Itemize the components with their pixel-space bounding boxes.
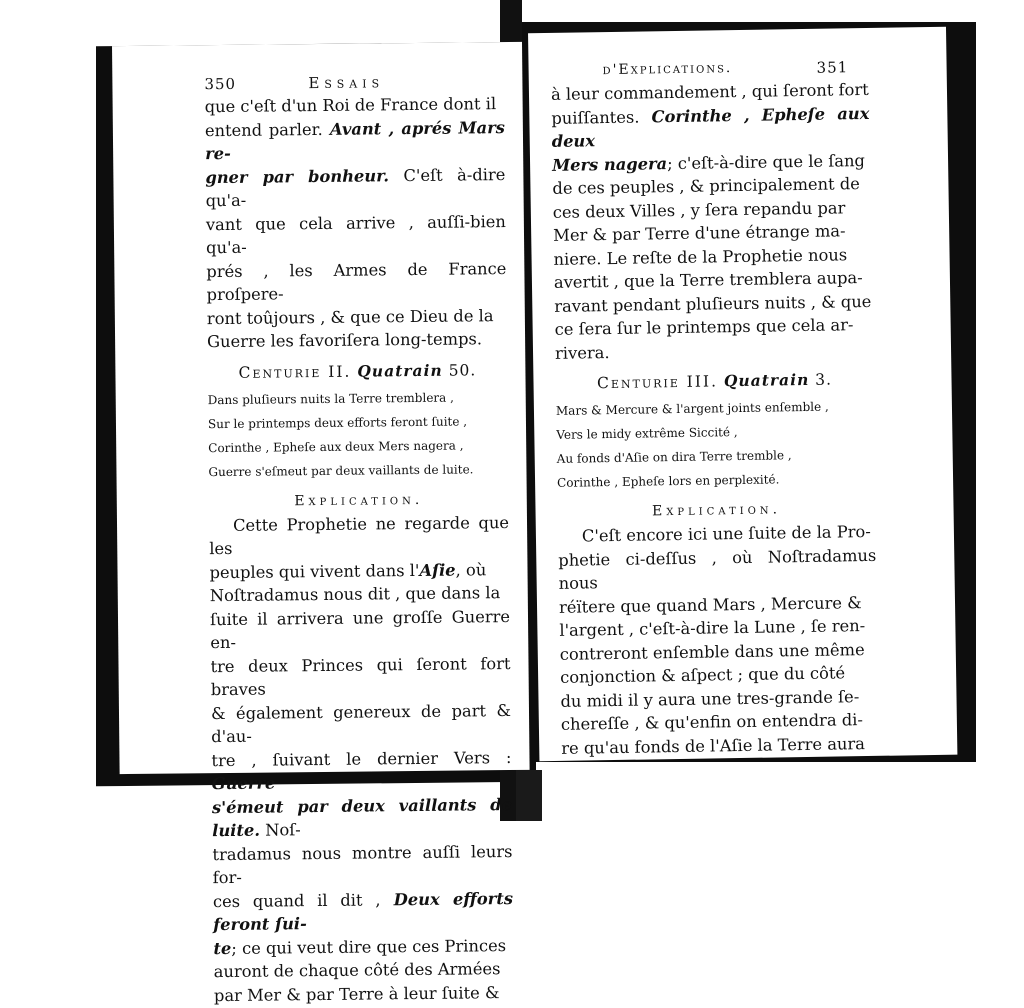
text-line: puiſſantes. Corinthe , Epheſe aux deux xyxy=(551,103,870,151)
right-running-head xyxy=(602,57,902,79)
text-line: réïtere que quand Mars , Mercure & xyxy=(558,592,862,617)
explication-heading: Explication. xyxy=(294,491,424,509)
text-line: tre deux Princes qui ſeront fort braves xyxy=(210,653,511,700)
page-number: 350 xyxy=(204,74,237,94)
running-title: d'Explications. xyxy=(602,60,733,79)
text-line: C'eſt encore ici une ſuite de la Pro- xyxy=(581,521,871,546)
quatrain-heading: Centurie II. Quatrain 50. xyxy=(238,360,477,382)
text-line: Mer & par Terre d'une étrange ma- xyxy=(553,221,846,245)
text-line: du midi il y aura une tres-grande ſe- xyxy=(560,686,860,711)
verse-line: Corinthe , Epheſe lors en perplexité. xyxy=(556,472,780,490)
page-number: 351 xyxy=(816,58,849,77)
text-line: gner par bonheur. C'eſt à-dire qu'a- xyxy=(205,164,506,211)
running-title: Essais xyxy=(308,73,385,93)
text-line: de ces peuples , & principalement de xyxy=(552,174,860,198)
verse-line: Vers le midy extrême Siccité , xyxy=(556,425,738,442)
verse-line: Dans pluſieurs nuits la Terre tremblera , xyxy=(207,390,454,407)
left-column xyxy=(205,92,515,1007)
text-line: peuples qui vivent dans l'Aſie, où xyxy=(209,559,487,582)
text-line: vant que cela arrive , auſſi-bien qu'a- xyxy=(205,211,506,258)
text-line: conjonction & aſpect ; que du côté xyxy=(559,663,846,687)
text-line: & également genereux de part & d'au- xyxy=(210,700,512,747)
text-line: ſuite il arrivera une groſſe Guerre en- xyxy=(209,606,511,653)
text-line: ces quand il dit , Deux efforts feront ſui- xyxy=(212,888,514,935)
text-line: s'émeut par deux vaillants de luite. Noſ- xyxy=(211,794,513,841)
right-column xyxy=(551,78,880,760)
book-spine-bottom xyxy=(516,770,542,821)
quatrain-verse xyxy=(556,394,875,495)
verse-line: Mars & Mercure & l'argent joints enſemble , xyxy=(555,399,829,418)
text-line: re qu'au fonds de l'Aſie la Terre aura xyxy=(561,733,866,758)
verse-line: Corinthe , Epheſe aux deux Mers nagera , xyxy=(208,437,464,455)
text-line: ravant pendant pluſieurs nuits , & que xyxy=(554,291,872,316)
text-line: Guerre les favoriſera long-temps. xyxy=(207,329,483,352)
text-line: ce ſera ſur le printemps que cela ar- xyxy=(554,315,854,339)
quatrain-verse xyxy=(208,385,509,484)
text-line: auront de chaque côté des Armées xyxy=(213,959,501,982)
text-line: Cette Prophetie ne regarde que les xyxy=(209,512,510,559)
text-line: contreront enſemble dans une même xyxy=(559,639,865,664)
text-line: ront toûjours , & que ce Dieu de la xyxy=(206,305,494,328)
text-line: rivera. xyxy=(554,342,610,363)
text-line: à leur commandement , qui ſeront fort xyxy=(550,79,869,104)
text-line: Noſtradamus nous dit , que dans la xyxy=(209,583,501,606)
left-page xyxy=(112,42,530,1005)
text-line: Mers nagera; c'eſt-à-dire que le ſang xyxy=(551,150,866,175)
text-line: par Mer & par Terre à leur ſuite & xyxy=(213,982,500,1005)
quatrain-heading: Centurie III. Quatrain 3. xyxy=(596,369,833,393)
text-line: niere. Le reſte de la Prophetie nous xyxy=(553,244,848,269)
text-line: tradamus nous montre auſſi leurs for- xyxy=(212,841,513,888)
left-running-head xyxy=(204,72,504,94)
text-line: chereſſe , & qu'enfin on entendra di- xyxy=(560,710,864,734)
text-line: tre , ſuivant le dernier Vers : Guerre xyxy=(211,747,512,794)
text-line: prés , les Armes de France proſpere- xyxy=(206,258,507,305)
explication-heading: Explication. xyxy=(651,501,782,520)
text-line: phetie ci-deſſus , où Noſtradamus nous xyxy=(558,545,877,593)
right-page xyxy=(528,27,957,761)
text-line: entend parler. Avant , aprés Mars re- xyxy=(204,117,505,164)
text-line: l'argent , c'eſt-à-dire la Lune , ſe ren- xyxy=(559,616,866,640)
verse-line: Sur le printemps deux efforts feront ſuite , xyxy=(207,413,468,431)
text-line: avertit , que la Terre tremblera aupa- xyxy=(553,268,863,292)
verse-line: Au fonds d'Aſie on dira Terre tremble , xyxy=(556,448,792,466)
verse-line: Guerre s'eſmeut par deux vaillants de luite. xyxy=(208,461,474,479)
text-line: ces deux Villes , y ſera repandu par xyxy=(552,197,846,222)
text-line: que c'eſt d'un Roi de France dont il xyxy=(204,94,497,117)
text-line: te; ce qui veut dire que ces Princes xyxy=(213,935,507,958)
